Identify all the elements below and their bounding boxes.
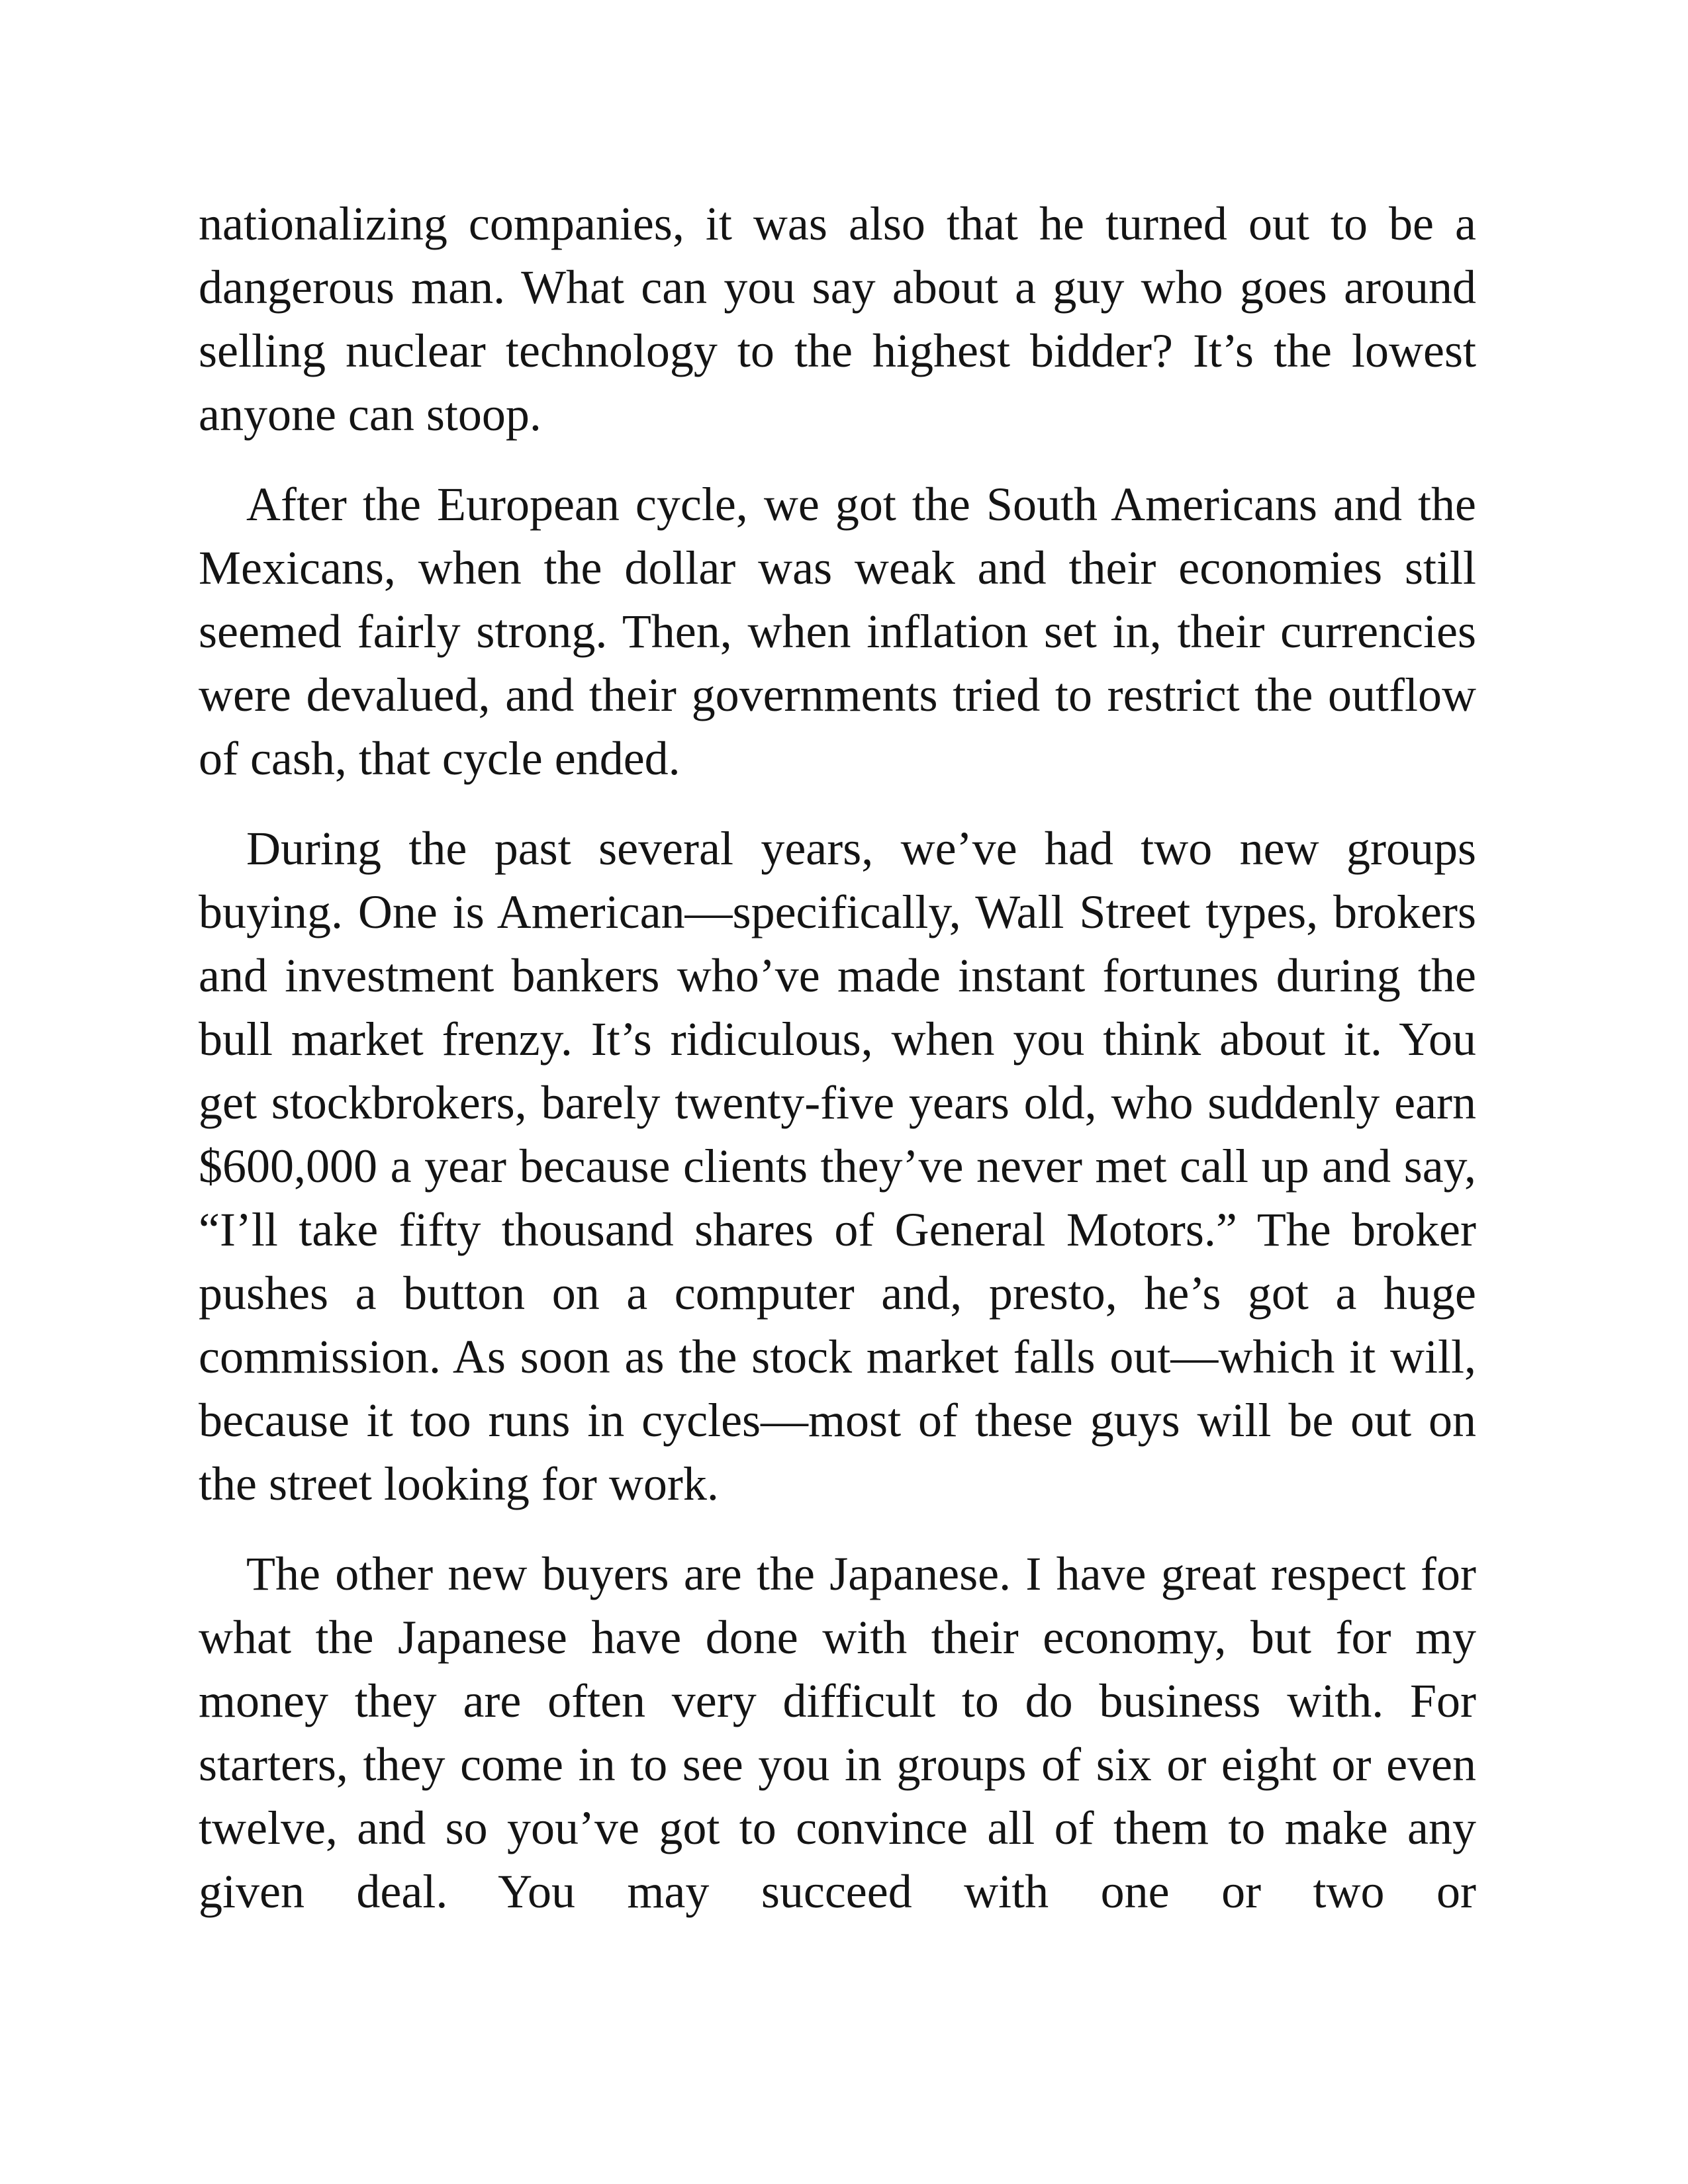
paragraph-1: nationalizing companies, it was also that he turned out to be a dangerous man. What can you say about a guy who goes around selling nuclear technology to the highest bidder? It’s the lowest anyone can stoop. bbox=[199, 197, 1476, 441]
paragraph-2: After the European cycle, we got the South Americans and the Mexicans, when the dollar was weak and their economies still seemed fairly strong. Then, when inflation set in, their currencies were devalued, and their governments tried to restrict the outflow of cash, that cycle ended. bbox=[199, 478, 1476, 785]
paragraph-3: During the past several years, we’ve had two new groups buying. One is American—specifically, Wall Street types, brokers and investment bankers who’ve made instant fortunes during the bull market frenzy. It’s ridiculous, when you think about it. You get stockbrokers, barely twenty-five years old, who suddenly earn $600,000 a year because clients they’ve never met call up and say, “I’ll take fifty thousand shares of General Motors.” The broker pushes a button on a computer and, presto, he’s got a huge commission. As soon as the stock market falls out—which it will, because it too runs in cycles—most of these guys will be out on the street looking for work. bbox=[199, 822, 1476, 1510]
book-page bbox=[199, 192, 1476, 1950]
paragraph-4: The other new buyers are the Japanese. I have great respect for what the Japanese have done with their economy, but for my money they are often very difficult to do business with. For starters, they come in to see you in groups of six or eight or even twelve, and so you’ve got to convince all of them to make any given deal. You may succeed with one or two or bbox=[199, 1547, 1476, 1918]
